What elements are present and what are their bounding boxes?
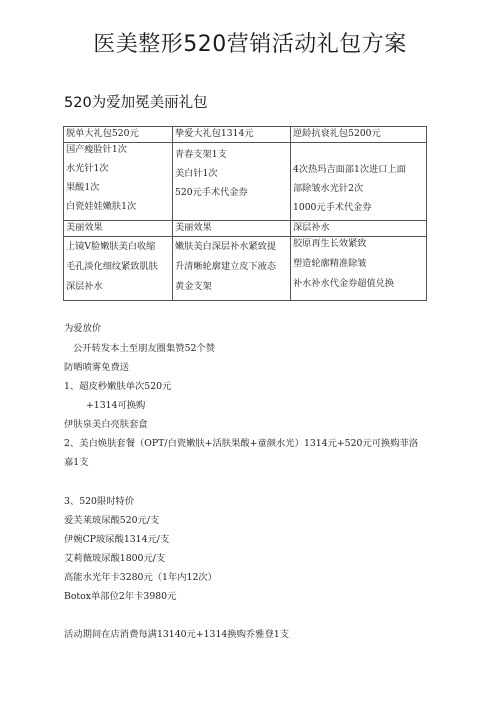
cell-line: 1000元手术代金券 xyxy=(293,202,372,213)
body-line: 2、美白焕肤套餐（OPT/白瓷嫩肤+活肤果酸+童颜水光）1314元+520元可换购菲洛 xyxy=(64,438,419,449)
table-cell xyxy=(291,237,427,301)
cell-line: 深层补水 xyxy=(66,281,103,292)
table-cell xyxy=(173,237,291,301)
cell-line: 部除皱水光针2次 xyxy=(293,183,364,194)
body-line: 为爱放价 xyxy=(64,323,102,334)
body-line: 1、超皮秒嫩肤单次520元 xyxy=(64,381,172,392)
table-row xyxy=(64,237,427,301)
body-line: 艾莉薇玻尿酸1800元/支 xyxy=(64,553,166,564)
cell-line: 上镜V脸嫩肤美白收缩 xyxy=(66,241,156,252)
table-row xyxy=(64,127,427,143)
cell-line: 4次热玛吉面部1次进口上面 xyxy=(293,164,406,175)
body-line: 嘉1支 xyxy=(64,457,89,468)
body-line: 爱芙莱玻尿酸520元/支 xyxy=(64,515,160,526)
table-cell xyxy=(64,237,173,301)
table-cell: 深层补水 xyxy=(291,221,427,237)
body-line: 3、520限时特价 xyxy=(64,496,135,507)
body-line: 伊肤泉美白亮肤套盒 xyxy=(64,419,148,430)
cell-line: 520元手术代金券 xyxy=(175,187,248,198)
table-cell xyxy=(64,143,173,221)
cell-line: 青春支架1支 xyxy=(175,149,227,160)
package-table xyxy=(63,126,427,301)
body-line: 高能水光年卡3280元（1年内12次） xyxy=(64,572,217,583)
cell-line: 塑造轮廓精准除皱 xyxy=(293,258,367,269)
cell-line: 白瓷娃娃嫩肤1次 xyxy=(66,201,137,212)
table-cell xyxy=(173,143,291,221)
document-title: 医美整形520营销活动礼包方案 xyxy=(93,32,407,57)
section-heading: 520为爱加冕美丽礼包 xyxy=(64,95,208,111)
table-cell: 挚爱大礼包1314元 xyxy=(173,127,291,143)
body-line: 活动期间在店消费每满13140元+1314换购乔雅登1支 xyxy=(64,629,289,640)
table-row xyxy=(64,143,427,221)
table-cell: 逆龄抗衰礼包5200元 xyxy=(291,127,427,143)
cell-line: 国产瘦脸针1次 xyxy=(66,144,127,155)
cell-line: 果酸1次 xyxy=(66,182,100,193)
body-line: 伊婉CP玻尿酸1314元/支 xyxy=(64,534,170,545)
body-line: Botox单部位2年卡3980元 xyxy=(64,591,177,602)
cell-line: 美白针1次 xyxy=(175,168,218,179)
table-cell xyxy=(291,143,427,221)
cell-line: 胶原再生长效紧致 xyxy=(293,238,367,249)
cell-line: 升清晰轮廓建立皮下液态 xyxy=(175,261,277,272)
cell-line: 水光针1次 xyxy=(66,163,109,174)
cell-line: 补水补水代金券超值兑换 xyxy=(293,278,395,289)
table-cell: 脱单大礼包520元 xyxy=(64,127,173,143)
cell-line: 黄金支架 xyxy=(175,281,212,292)
table-cell: 美丽效果 xyxy=(64,221,173,237)
cell-line: 毛孔淡化细纹紧致肌肤 xyxy=(66,261,158,272)
table-row xyxy=(64,221,427,237)
body-line: +1314可换购 xyxy=(86,400,146,411)
body-line: 防晒喷雾免费送 xyxy=(64,362,130,373)
table-cell: 美丽效果 xyxy=(173,221,291,237)
body-line: 公开转发本土至朋友圈集赞52个赞 xyxy=(73,343,215,354)
cell-line: 嫩肤美白深层补水紧致提 xyxy=(175,241,277,252)
